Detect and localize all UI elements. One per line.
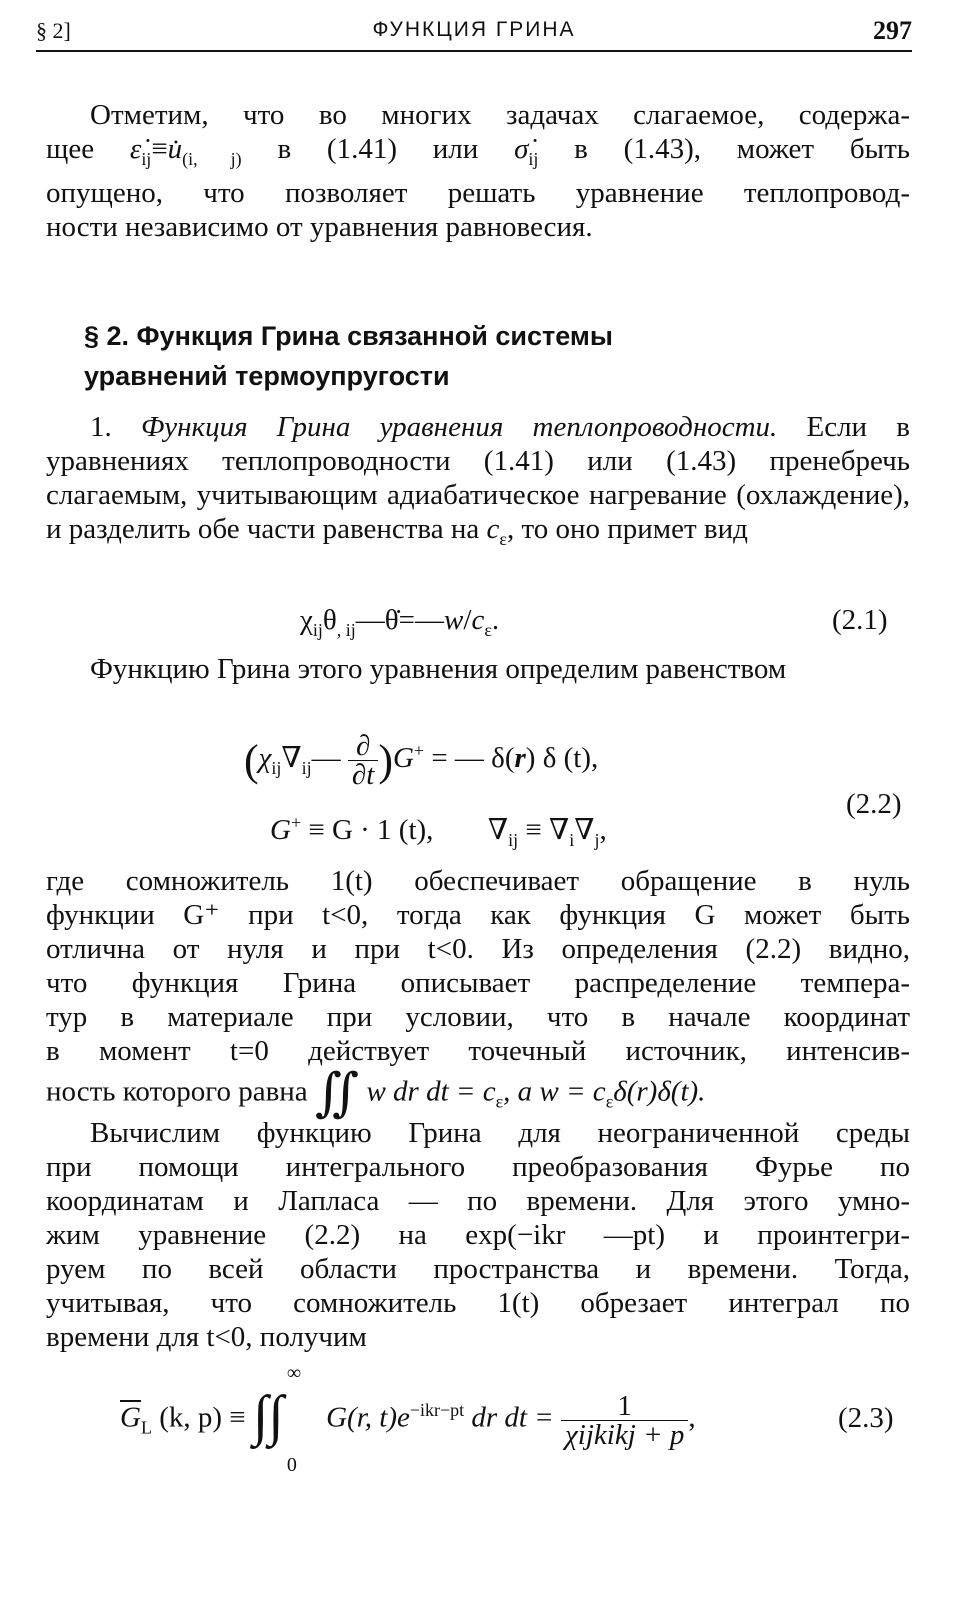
eq21-dash: —	[355, 604, 385, 636]
intro-line-2	[46, 132, 910, 176]
sigma-dot: σ̇	[514, 133, 529, 165]
running-header	[36, 16, 912, 52]
eq22-l2-nabla: ∇	[487, 814, 509, 846]
header-page-number: 297	[873, 16, 912, 45]
eq21-c: c	[471, 604, 485, 636]
eq22-l2-G-sup: +	[290, 812, 302, 833]
para3-line-1: где сомножитель 1(t) обеспечивает обращение в нуль	[46, 865, 910, 897]
eq23-fraction	[561, 1389, 688, 1451]
para3-line-2: функции G⁺ при t<0, тогда как функция G может быть	[46, 899, 910, 931]
eq21-w: w	[444, 604, 464, 636]
paragraph-2	[46, 652, 910, 686]
eq22-fraction	[348, 732, 378, 789]
epsilon-dot: ε̇	[129, 133, 142, 165]
section-heading-line-2: уравнений термоупругости	[84, 361, 450, 391]
section-heading-line-1: § 2. Функция Грина связанной системы	[84, 321, 613, 351]
eq22-rhs: = — δ(	[424, 742, 515, 775]
intro-line2-post: в (1.43), может быть	[538, 133, 911, 165]
intro-line-3: опущено, что позволяет решать уравнение теплопровод-	[46, 176, 910, 209]
eq22-G-sup: +	[413, 740, 425, 761]
eq22-nabla: ∇	[281, 742, 302, 775]
eq22-chi: χ	[258, 742, 272, 775]
eq23-int-bot: 0	[286, 1454, 297, 1476]
eq21-chi: χ	[300, 604, 313, 636]
eq21-theta: θ	[322, 604, 337, 636]
eq23-frac-den: χijkikj + p	[565, 1418, 685, 1451]
intro-line2-pre: щее	[46, 133, 95, 165]
eq23-exp-base: e	[397, 1401, 410, 1434]
para4-line-1: Вычислим функцию Грина для неограниченной среды	[90, 1117, 910, 1149]
para4-line-7: времени для t<0, получим	[46, 1321, 367, 1353]
para3-l7-b: w dr dt = c	[366, 1075, 496, 1108]
paragraph-3	[46, 864, 910, 1122]
u-sub: (i, j)	[182, 148, 242, 169]
para3-line-5: тур в материале при условии, что в начале координат	[46, 1001, 910, 1033]
eq23-Gbar: $\overline{G}$	[120, 1401, 141, 1434]
eq22-G: G	[392, 742, 414, 775]
eq23-frac-num: 1	[561, 1392, 688, 1421]
eq21-slash: /	[463, 604, 472, 636]
eq22-l2-comma: ,	[599, 814, 607, 846]
para1-c: c	[486, 513, 500, 545]
para3-line-7	[46, 1065, 910, 1122]
header-running-title: ФУНКЦИЯ ГРИНА	[372, 18, 576, 41]
intro-line2-mid: в (1.41) или	[241, 133, 515, 165]
para3-line-3: отлична от нуля и при t<0. Из определения (2.2) видно,	[46, 933, 910, 965]
u-dot: u̇	[167, 133, 183, 165]
eq23-comma: ,	[688, 1401, 696, 1434]
para3-l7-a: ность которого равна	[46, 1075, 308, 1108]
eq22-l2-G: G	[270, 814, 291, 846]
intro-line-4: ности независимо от уравнения равновесия.	[46, 210, 593, 243]
para4-line-6: учитывая, что сомножитель 1(t) обрезает интеграл по	[46, 1287, 910, 1319]
para3-line-4: что функция Грина описывает распределение темпера-	[46, 967, 910, 999]
equation-number-2-3: (2.3)	[838, 1402, 894, 1434]
eq22-l2-nabla2: ∇	[574, 814, 595, 846]
equation-number-2-2: (2.2)	[846, 788, 902, 820]
eq23-Gsub: L	[140, 1417, 152, 1438]
eq22-l2-eq: ≡ G · 1 (t),	[301, 814, 434, 846]
eq22-l2-nabla-sub: ij	[508, 829, 519, 850]
para1-italic-title: Функция Грина уравнения теплопроводности.	[140, 411, 778, 443]
epsilon-sub: ij	[141, 148, 152, 169]
para3-l7-csub2: ε	[605, 1091, 614, 1112]
eq22-frac-num: ∂	[348, 732, 378, 761]
eq23-diff: dr dt =	[471, 1401, 554, 1434]
eq22-minus: —	[311, 742, 341, 775]
para3-l7-csub: ε	[495, 1091, 504, 1112]
equation-2-3	[120, 1362, 840, 1476]
eq23-exp-sup: −ikr−pt	[409, 1400, 465, 1420]
eq23-args: (k, p) ≡	[159, 1401, 246, 1434]
intro-line-1: Отметим, что во многих задачах слагаемое, содержа-	[90, 99, 910, 131]
double-integral-symbol: ∬	[314, 1065, 360, 1122]
para1-number: 1.	[90, 411, 112, 443]
eq21-theta-sub: , ij	[336, 619, 356, 640]
eq23-int-top: ∞	[286, 1362, 302, 1384]
eq22-l2-j: j	[594, 829, 600, 850]
eq23-integral	[252, 1362, 319, 1476]
equation-2-2-line-2	[270, 812, 607, 851]
eq21-theta-dot: θ̇	[384, 604, 399, 636]
eq22-rparen: )	[378, 736, 393, 785]
eq23-integrand: G(r, t)	[326, 1401, 397, 1434]
eq22-r: r	[514, 742, 526, 775]
eq22-l2-i: i	[569, 829, 575, 850]
equation-number-2-1: (2.1)	[832, 604, 888, 636]
eq21-chi-sub: ij	[312, 619, 323, 640]
para3-line-6: в момент t=0 действует точечный источник, интенсив-	[46, 1035, 910, 1067]
eq21-eqsign: =—	[398, 604, 445, 636]
paragraph-1	[46, 410, 910, 556]
equation-2-1	[300, 604, 499, 641]
eq22-chi-sub: ij	[271, 757, 282, 778]
para4-line-4: жим уравнение (2.2) на exp(−ikr —pt) и проинтегри-	[46, 1219, 910, 1251]
para4-line-5: руем по всей области пространства и времени. Тогда,	[46, 1253, 910, 1285]
para3-l7-d: δ(r)δ(t).	[613, 1075, 706, 1108]
eq21-c-sub: ε	[484, 619, 492, 640]
equiv-sign: ≡	[151, 133, 168, 165]
para4-line-2: при помощи интегрального преобразования Фурье по	[46, 1151, 910, 1183]
equation-2-2-line-1	[244, 732, 598, 789]
paragraph-4	[46, 1116, 910, 1354]
sigma-sub: ij	[528, 148, 539, 169]
para1-text-b: , то оно примет вид	[506, 513, 748, 545]
eq23-integral-sign: ∫∫	[252, 1385, 284, 1447]
section-heading	[84, 316, 784, 396]
eq21-period: .	[491, 604, 500, 636]
para1-text-a: Если в уравнениях теплопроводности (1.41) или (1.43) пренебречь слагаемым, учитывающим адиабатическое нагревание (охлаждение), и разделить обе части равенства на	[46, 411, 910, 545]
eq22-lparen: (	[244, 736, 259, 785]
intro-paragraph	[46, 98, 910, 244]
eq22-nabla-sub: ij	[301, 757, 312, 778]
eq22-rhs2: ) δ (t),	[525, 742, 599, 775]
para2-text: Функцию Грина этого уравнения определим равенством	[90, 653, 787, 685]
para3-l7-c: , а w = c	[503, 1075, 606, 1108]
para4-line-3: координатам и Лапласа — по времени. Для этого умно-	[46, 1185, 910, 1217]
eq22-frac-den: ∂t	[351, 759, 375, 791]
para1-c-sub: ε	[499, 528, 507, 549]
header-section-ref: § 2]	[36, 18, 71, 43]
eq22-l2-eq2: ≡ ∇	[518, 814, 570, 846]
